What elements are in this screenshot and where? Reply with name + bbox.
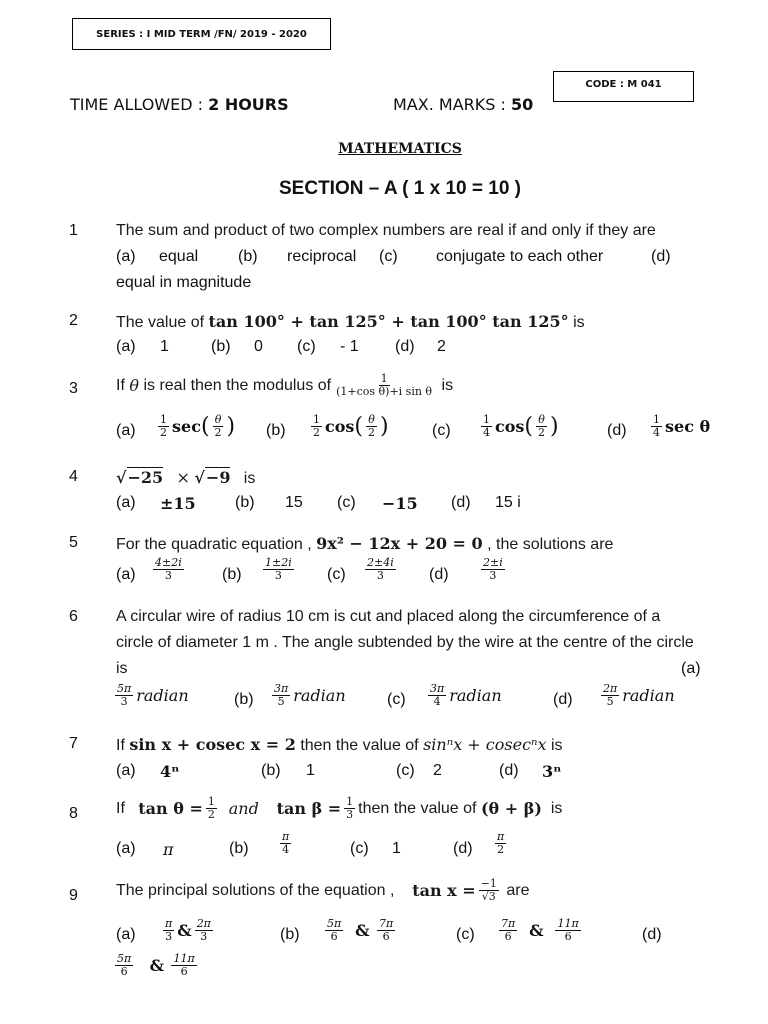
option-c-text: 2 <box>433 762 442 779</box>
option-a-label: (a) <box>116 338 136 355</box>
quadratic-equation: 9x² − 12x + 20 = 0 <box>316 534 483 553</box>
option-c-label: (c) <box>327 566 346 583</box>
question-number: 4 <box>69 468 78 485</box>
option-a-label: (a) <box>116 840 136 857</box>
option-a-text: equal <box>159 248 199 265</box>
option-d-text: 3ⁿ <box>542 762 562 781</box>
option-b-expr: $\frac{1}{2}$ cos ( $\frac{\theta}{2}$ ) <box>313 413 389 439</box>
option-b-frac: $\frac{\pi}{4}$ <box>282 830 290 856</box>
option-a-text: 4ⁿ <box>160 762 180 781</box>
option-b-label: (b) <box>266 422 286 439</box>
option-d-text: 15 i <box>495 494 521 511</box>
question-text: √−25 × √−9 is <box>116 468 256 487</box>
option-c-label: (c) <box>396 762 415 779</box>
option-a-label: (a) <box>116 566 136 583</box>
question-text: If sin x + cosec x = 2 then the value of sinⁿx + cosecⁿx is <box>116 735 563 754</box>
option-a-label: (a) <box>116 248 136 265</box>
option-d-label: (d) <box>451 494 471 511</box>
option-b-text: 0 <box>254 338 263 355</box>
math-expression: tan 100° + tan 125° + tan 100° tan 125° <box>208 312 569 331</box>
option-b-label: (b) <box>280 926 300 943</box>
option-c-expr: $\frac{3\pi}{4}$ radian <box>430 682 502 708</box>
option-d-label: (d) <box>642 926 662 943</box>
question-number: 5 <box>69 534 78 551</box>
option-c-text: −15 <box>382 494 418 513</box>
option-a-label: (a) <box>116 494 136 511</box>
option-a-expr: $\frac{\pi}{3}$ & $\frac{2\pi}{3}$ <box>165 917 211 943</box>
option-b-label: (b) <box>235 494 255 511</box>
option-a-text: 1 <box>160 338 169 355</box>
option-a-expr: $\frac{5\pi}{3}$ radian <box>117 682 189 708</box>
question-text: The value of tan 100° + tan 125° + tan 100° tan 125° is <box>116 312 585 331</box>
question-number: 6 <box>69 608 78 625</box>
option-a-frac: $\frac{4\pm 2i}{3}$ <box>155 556 182 582</box>
question-number: 7 <box>69 735 78 752</box>
option-b-label: (b) <box>211 338 231 355</box>
question-text-line-3: is <box>116 660 128 677</box>
option-c-label: (c) <box>387 691 406 708</box>
option-a-text: π <box>163 840 174 859</box>
option-a-label: (a) <box>116 762 136 779</box>
series-text: SERIES : I MID TERM /FN/ 2019 - 2020 <box>96 28 307 40</box>
option-c-text: - 1 <box>340 338 359 355</box>
question-number: 2 <box>69 312 78 329</box>
option-c-label: (c) <box>350 840 369 857</box>
option-b-text: 15 <box>285 494 303 511</box>
option-c-expr: $\frac{1}{4}$ cos ( $\frac{\theta}{2}$ ) <box>483 413 559 439</box>
option-c-label: (c) <box>337 494 356 511</box>
option-a-expr: $\frac{1}{2}$ sec ( $\frac{\theta}{2}$ ) <box>160 413 236 439</box>
option-d-label: (d) <box>395 338 415 355</box>
question-text: The sum and product of two complex numbers are real if and only if they are <box>116 222 656 239</box>
option-b-label: (b) <box>234 691 254 708</box>
max-marks: MAX. MARKS : 50 <box>393 95 534 114</box>
option-b-label: (b) <box>229 840 249 857</box>
question-text: For the quadratic equation , 9x² − 12x + 20 = 0 , the solutions are <box>116 534 614 553</box>
option-b-expr: $\frac{5\pi}{6}$ & $\frac{7\pi}{6}$ <box>327 917 394 943</box>
option-b-label: (b) <box>261 762 281 779</box>
option-d-expr: $\frac{5\pi}{6}$ & $\frac{11\pi}{6}$ <box>117 952 195 978</box>
option-c-expr: $\frac{7\pi}{6}$ & $\frac{11\pi}{6}$ <box>501 917 579 943</box>
question-number: 1 <box>69 222 78 239</box>
option-d-expr: $\frac{2\pi}{5}$ radian <box>603 682 675 708</box>
option-c-label: (c) <box>297 338 316 355</box>
option-c-label: (c) <box>456 926 475 943</box>
section-title: SECTION – A ( 1 x 10 = 10 ) <box>279 178 521 199</box>
option-d-text: 2 <box>437 338 446 355</box>
modulus-fraction: $\frac{1}{\text{(1+cos θ)+i sin θ}}$ <box>336 372 433 398</box>
option-a-label: (a) <box>116 422 136 439</box>
option-a-label: (a) <box>116 926 136 943</box>
option-b-label: (b) <box>238 248 258 265</box>
option-a-label: (a) <box>681 660 701 677</box>
option-d-label: (d) <box>499 762 519 779</box>
option-b-label: (b) <box>222 566 242 583</box>
question-text-line-1: A circular wire of radius 10 cm is cut and placed along the circumference of a <box>116 608 661 625</box>
question-text: If θ is real then the modulus of $\frac{1}{\text{(1+cos θ)+i sin θ}}$ is <box>116 372 454 398</box>
sqrt-radicand-1: −25 <box>127 468 164 487</box>
option-c-label: (c) <box>379 248 398 265</box>
time-allowed: TIME ALLOWED : 2 HOURS <box>70 95 289 114</box>
option-d-label: (d) <box>553 691 573 708</box>
question-number: 9 <box>69 887 78 904</box>
question-number: 8 <box>69 805 78 822</box>
option-d-label: (d) <box>651 248 671 265</box>
option-c-label: (c) <box>432 422 451 439</box>
option-d-label: (d) <box>607 422 627 439</box>
option-c-text: conjugate to each other <box>436 248 604 265</box>
sqrt-radicand-2: −9 <box>205 468 231 487</box>
option-d-frac: $\frac{\pi}{2}$ <box>497 830 505 856</box>
code-box <box>553 71 694 102</box>
option-d-text: equal in magnitude <box>116 274 252 291</box>
option-d-expr: $\frac{1}{4}$ sec θ <box>653 413 711 439</box>
subject-title: MATHEMATICS <box>338 141 462 157</box>
option-c-text: 1 <box>392 840 401 857</box>
option-b-expr: $\frac{3\pi}{5}$ radian <box>274 682 346 708</box>
option-b-frac: $\frac{1\pm 2i}{3}$ <box>265 556 292 582</box>
option-c-frac: $\frac{2\pm 4i}{3}$ <box>367 556 394 582</box>
option-a-text: ±15 <box>160 494 196 513</box>
question-text-line-2: circle of diameter 1 m . The angle subtended by the wire at the centre of the circle <box>116 634 694 651</box>
series-box <box>72 18 331 50</box>
code-text: CODE : M 041 <box>585 79 662 90</box>
question-text: The principal solutions of the equation , tan x = $\frac{-1}{√3}$ are <box>116 877 530 903</box>
question-number: 3 <box>69 380 78 397</box>
option-b-text: reciprocal <box>287 248 357 265</box>
option-d-label: (d) <box>453 840 473 857</box>
question-text: If tan θ = $\frac{1}{2}$ and tan β = $\frac{1}{3}$ then the value of (θ + β) is <box>116 795 563 821</box>
option-d-frac: $\frac{2\pm i}{3}$ <box>483 556 503 582</box>
option-b-text: 1 <box>306 762 315 779</box>
option-d-label: (d) <box>429 566 449 583</box>
